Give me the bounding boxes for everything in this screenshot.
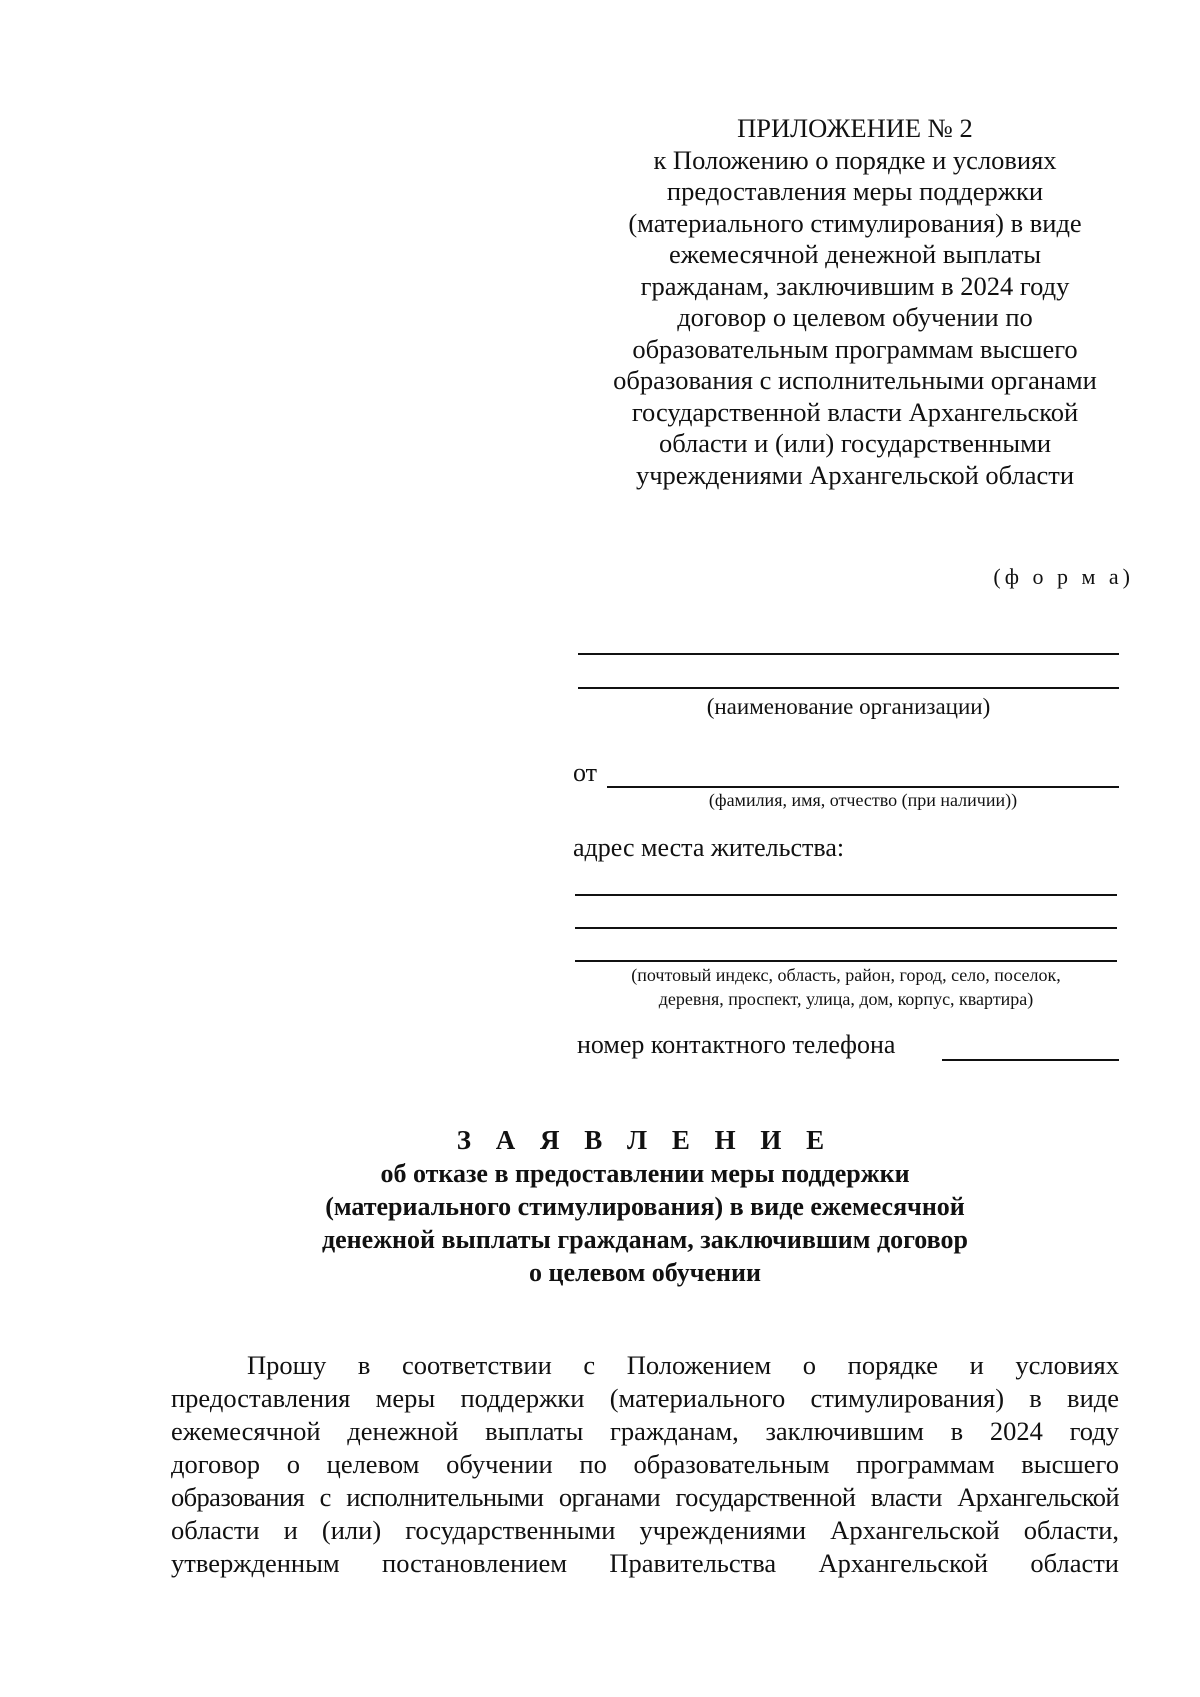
org-name-line-1[interactable] [578, 653, 1119, 655]
phone-label: номер контактного телефона [577, 1030, 896, 1059]
address-caption [575, 963, 1117, 1011]
title-line: о целевом обучении [529, 1258, 761, 1287]
annex-title: ПРИЛОЖЕНИЕ № 2 [737, 113, 973, 143]
org-name-caption: (наименование организации) [706, 694, 991, 719]
annex-line: учреждениями Архангельской области [635, 459, 1075, 490]
body-paragraph [171, 1349, 1119, 1580]
annex-line: предоставления меры поддержки [666, 176, 1044, 206]
annex-line: области и (или) государственными [658, 428, 1052, 458]
body-line: образования с исполнительными органами государственной власти Архангельской [171, 1482, 1119, 1512]
body-line: утвержденным постановлением Правительства Архангельской области [171, 1548, 1119, 1578]
body-line: Прошу в соответствии с Положением о порядке и условиях [247, 1350, 1119, 1380]
address-label: адрес места жительства: [573, 833, 845, 862]
annex-line: образования с исполнительными органами [613, 365, 1097, 395]
annex-line: договор о целевом обучении по [677, 302, 1033, 332]
fio-caption: (фамилия, имя, отчество (при наличии)) [708, 790, 1018, 810]
body-line: области и (или) государственными учреждениями Архангельской области, [171, 1515, 1119, 1545]
address-caption-line: деревня, проспект, улица, дом, корпус, квартира) [658, 989, 1034, 1009]
title-line: денежной выплаты гражданам, заключившим договор [321, 1225, 968, 1254]
fio-line[interactable] [607, 786, 1119, 788]
annex-line: государственной власти Архангельской [631, 396, 1079, 427]
annex-line: образовательным программам высшего [632, 333, 1078, 364]
form-label: (ф о р м а) [993, 564, 1134, 589]
body-line: ежемесячной денежной выплаты гражданам, заключившим в 2024 году [171, 1416, 1119, 1446]
address-line-1[interactable] [575, 894, 1117, 896]
document-title [150, 1124, 1140, 1289]
annex-line: к Положению о порядке и условиях [653, 144, 1057, 175]
address-caption-line: (почтовый индекс, область, район, город, село, поселок, [631, 965, 1061, 985]
title-line: (материального стимулирования) в виде ежемесячной [325, 1192, 965, 1221]
address-line-2[interactable] [575, 927, 1117, 929]
address-line-3[interactable] [575, 960, 1117, 962]
annex-line: гражданам, заключившим в 2024 году [640, 270, 1070, 301]
phone-line[interactable] [942, 1059, 1119, 1061]
body-line: договор о целевом обучении по образовательным программам высшего [171, 1449, 1119, 1479]
body-line: предоставления меры поддержки (материального стимулирования) в виде [171, 1383, 1119, 1413]
from-label: от [573, 758, 598, 787]
title-line: об отказе в предоставлении меры поддержки [380, 1159, 910, 1188]
annex-header [560, 113, 1150, 491]
org-name-line-2[interactable] [578, 687, 1119, 689]
annex-line: (материального стимулирования) в виде [628, 207, 1082, 238]
annex-line: ежемесячной денежной выплаты [668, 239, 1042, 269]
title-heading: З А Я В Л Е Н И Е [456, 1125, 834, 1155]
